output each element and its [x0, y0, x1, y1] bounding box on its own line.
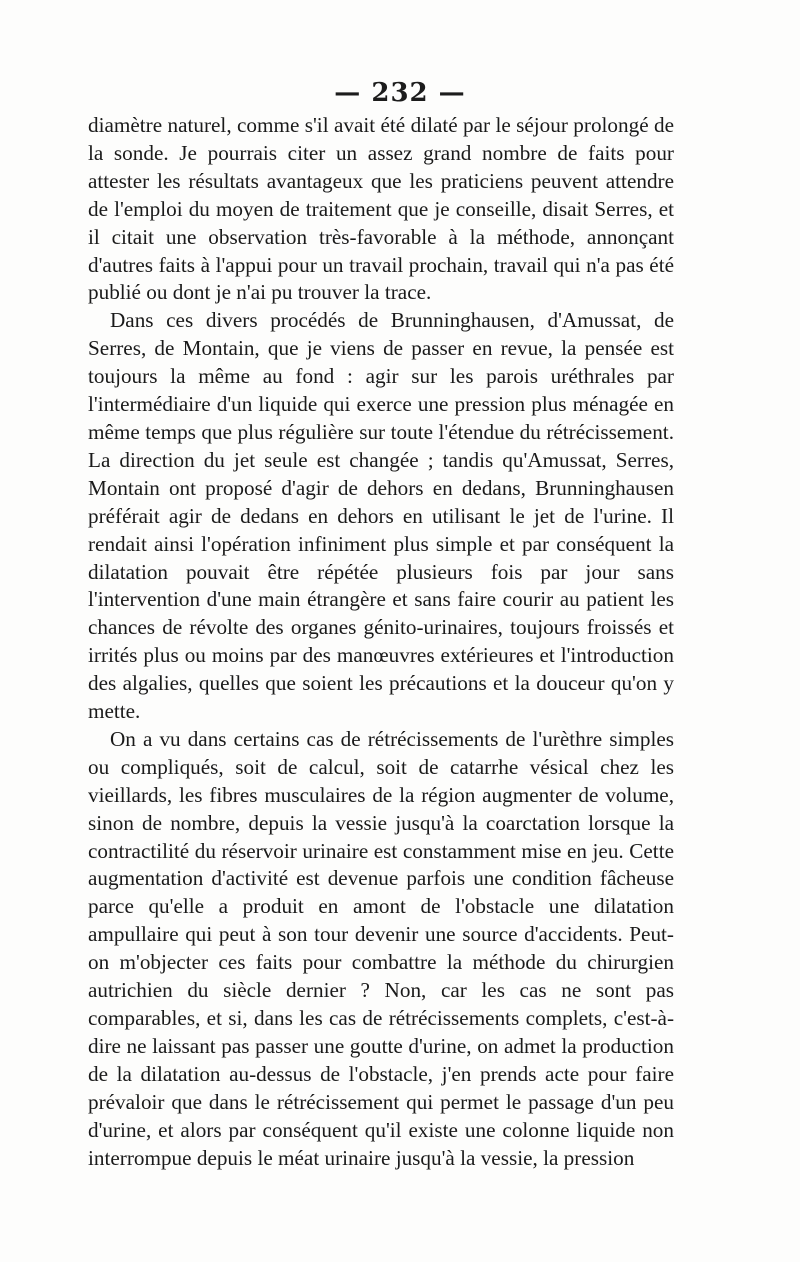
body-text — [88, 112, 674, 1172]
paragraph-procedures: Dans ces divers procédés de Brunninghausen, d'Amussat, de Serres, de Montain, que je viens de passer en revue, la pensée est toujours la même au fond : agir sur les parois uréthrales par l'intermédiaire d'un liquide qui exerce une pression plus ménagée en même temps que plus régulière sur toute l'étendue du rétrécissement. La direction du jet seule est changée ; tandis qu'Amussat, Serres, Montain ont proposé d'agir de dehors en dedans, Brunninghausen préférait agir de dedans en dehors en utilisant le jet de l'urine. Il rendait ainsi l'opération infiniment plus simple et par conséquent la dilatation pouvait être répétée plusieurs fois par jour sans l'intervention d'une main étrangère et sans faire courir au patient les chances de révolte des organes génito-urinaires, toujours froissés et irrités plus ou moins par des manœuvres extérieures et l'introduction des algalies, quelles que soient les précautions et la douceur qu'on y mette. — [88, 308, 674, 724]
paragraph-retrecissements: On a vu dans certains cas de rétrécissements de l'urèthre simples ou compliqués, soit de calcul, soit de catarrhe vésical chez les vieillards, les fibres musculaires de la région augmenter de volume, sinon de nombre, depuis la vessie jusqu'à la coarctation lorsque la contractilité du réservoir urinaire est constamment mise en jeu. Cette augmentation d'activité est devenue parfois une condition fâcheuse parce qu'elle a produit en amont de l'obstacle une dilatation ampullaire qui peut à son tour devenir une source d'accidents. Peut-on m'objecter ces faits pour combattre la méthode du chirurgien autrichien du siècle dernier ? Non, car les cas ne sont pas comparables, et si, dans les cas de rétrécissements complets, c'est-à-dire ne laissant pas passer une goutte d'urine, on admet la production de la dilatation au-dessus de l'obstacle, j'en prends acte pour faire prévaloir que dans le rétrécissement qui permet le passage d'un peu d'urine, et alors par conséquent qu'il existe une colonne liquide non interrompue depuis le méat urinaire jusqu'à la vessie, la pression — [88, 726, 674, 1170]
page-number: — 232 — — [334, 78, 466, 108]
paragraph-continued: diamètre naturel, comme s'il avait été dilaté par le séjour prolongé de la sonde. Je pourrais citer un assez grand nombre de faits pour attester les résultats avantageux que les praticiens peuvent attendre de l'emploi du moyen de traitement que je conseille, disait Serres, et il citait une observation très-favorable à la méthode, annonçant d'autres faits à l'appui pour un travail prochain, travail qui n'a pas été publié ou dont je n'ai pu trouver la trace. — [88, 113, 674, 305]
